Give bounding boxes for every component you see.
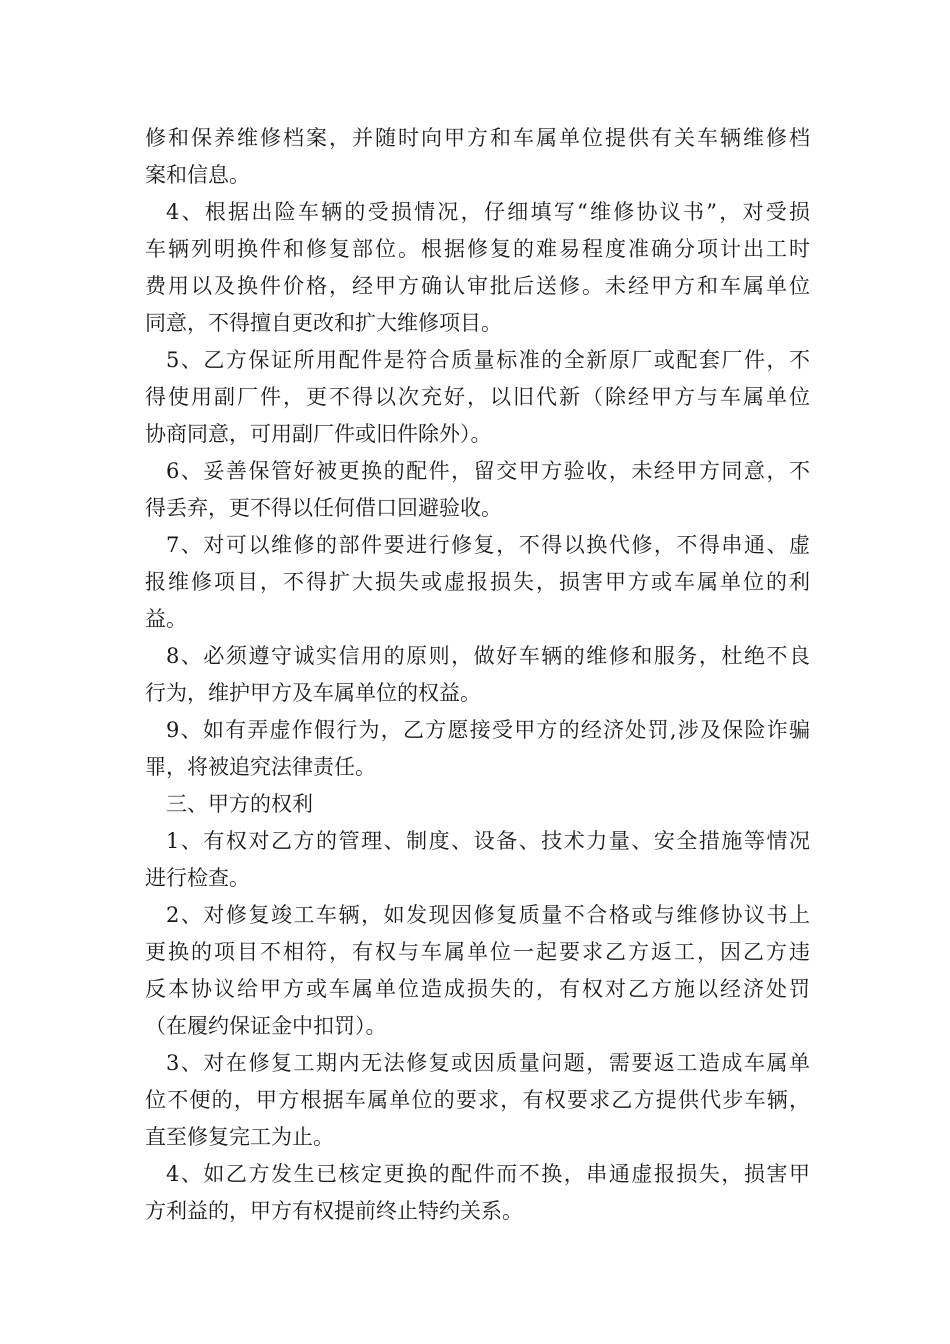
- text-line: 1、有权对乙方的管理、制度、设备、技术力量、安全措施等情况: [166, 829, 810, 853]
- document-body: [145, 120, 810, 1230]
- text-line: 位不便的，甲方根据车属单位的要求，有权要求乙方提供代步车辆，: [145, 1088, 810, 1112]
- text-line: 5、乙方保证所用配件是符合质量标准的全新原厂或配套厂件，不: [166, 348, 810, 372]
- document-page: [145, 120, 810, 1230]
- text-line: 修和保养维修档案，并随时向甲方和车属单位提供有关车辆维修档: [145, 126, 810, 150]
- text-line: 行为，维护甲方及车属单位的权益。: [145, 681, 481, 705]
- text-line: 方利益的，甲方有权提前终止特约关系。: [145, 1199, 523, 1223]
- text-line: 2、对修复竣工车辆，如发现因修复质量不合格或与维修协议书上: [166, 903, 810, 927]
- text-line: 罪，将被追究法律责任。: [145, 755, 376, 779]
- text-line: 9、如有弄虚作假行为，乙方愿接受甲方的经济处罚,涉及保险诈骗: [166, 718, 810, 742]
- text-line: 费用以及换件价格，经甲方确认审批后送修。未经甲方和车属单位: [145, 274, 810, 298]
- text-line: 8、必须遵守诚实信用的原则，做好车辆的维修和服务，杜绝不良: [166, 644, 810, 668]
- text-line: 6、妥善保管好被更换的配件，留交甲方验收，未经甲方同意，不: [166, 459, 810, 483]
- text-line: 7、对可以维修的部件要进行修复，不得以换代修，不得串通、虚: [166, 533, 810, 557]
- text-line: 得使用副厂件，更不得以次充好，以旧代新（除经甲方与车属单位: [145, 385, 810, 409]
- text-line: 同意，不得擅自更改和扩大维修项目。: [145, 311, 502, 335]
- text-line: 车辆列明换件和修复部位。根据修复的难易程度准确分项计出工时: [145, 237, 810, 261]
- text-line: 益。: [145, 607, 187, 631]
- text-line: 反本协议给甲方或车属单位造成损失的，有权对乙方施以经济处罚: [145, 977, 810, 1001]
- text-line: 更换的项目不相符，有权与车属单位一起要求乙方返工，因乙方违: [145, 940, 810, 964]
- text-line: 3、对在修复工期内无法修复或因质量问题，需要返工造成车属单: [166, 1051, 810, 1075]
- text-line: 协商同意，可用副厂件或旧件除外）。: [145, 422, 492, 446]
- text-line: 三、甲方的权利: [166, 792, 313, 816]
- text-line: 4、根据出险车辆的受损情况，仔细填写“维修协议书”，对受损: [166, 200, 810, 224]
- text-line: 进行检查。: [145, 866, 250, 890]
- text-line: （在履约保证金中扣罚）。: [145, 1014, 387, 1038]
- text-line: 案和信息。: [145, 163, 250, 187]
- text-line: 报维修项目，不得扩大损失或虚报损失，损害甲方或车属单位的利: [145, 570, 810, 594]
- text-line: 得丢弃，更不得以任何借口回避验收。: [145, 496, 502, 520]
- text-line: 直至修复完工为止。: [145, 1125, 334, 1149]
- text-line: 4、如乙方发生已核定更换的配件而不换，串通虚报损失，损害甲: [166, 1162, 810, 1186]
